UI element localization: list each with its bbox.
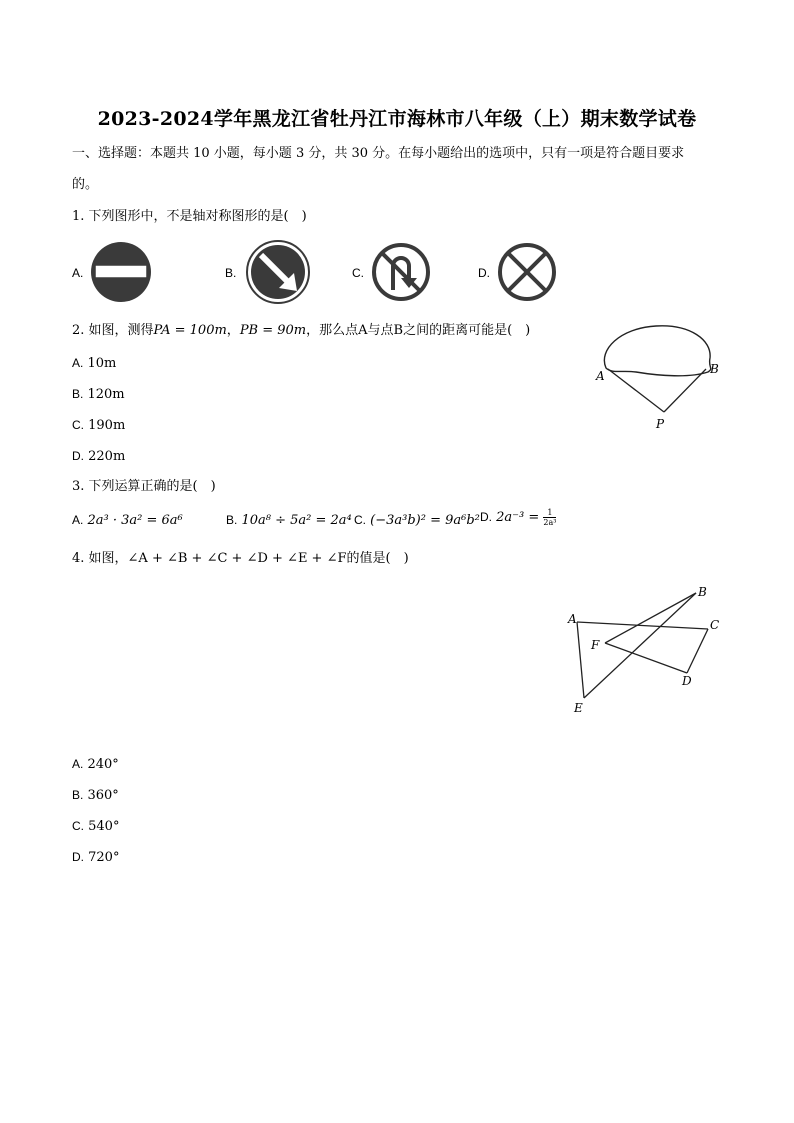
section-instructions-line1: 一、选择题：本题共 10 小题，每小题 3 分，共 30 分。在每小题给出的选项中，只有一项是符合题目要求 <box>72 146 685 161</box>
q3-option-d-fraction: $\frac{1}{\text{2a³}}$ <box>543 508 557 527</box>
q4-label-f: F <box>591 638 600 652</box>
q2-label-p: P <box>656 417 665 431</box>
q4-segment-ae <box>577 622 584 698</box>
q3-option-a: A. 2a³ · 3a² = 6a⁶ <box>72 513 183 528</box>
q3-option-d: D. 2a⁻³ = $\frac{1}{\text{2a³}}$ <box>480 508 557 527</box>
q2-pond-outline <box>604 326 710 376</box>
q3-option-c: C. (−3a³b)² = 9a⁶b² <box>354 513 480 528</box>
question-4-stem: 4. 如图，∠A + ∠B + ∠C + ∠D + ∠E + ∠F的值是( ) <box>72 551 409 566</box>
q4-option-c: C. 540° <box>72 819 120 834</box>
question-1-stem: 1. 下列图形中，不是轴对称图形的是( ) <box>72 209 307 224</box>
q1-option-d-label: D. <box>478 266 490 280</box>
q4-option-b: B. 360° <box>72 788 119 803</box>
no-u-turn-sign-icon <box>371 242 431 302</box>
q2-option-c: C. 190m <box>72 418 126 433</box>
q3-option-b: B. 10a⁸ ÷ 5a² = 2a⁴ <box>226 513 352 528</box>
q1-option-c-label: C. <box>352 266 364 280</box>
q4-label-a: A <box>568 612 577 626</box>
q2-label-b: B <box>710 362 719 376</box>
q1-option-a-label: A. <box>72 266 84 280</box>
q4-label-c: C <box>710 618 720 632</box>
q4-option-a: A. 240° <box>72 757 119 772</box>
q4-segment-be <box>584 593 696 698</box>
q2-option-b: B. 120m <box>72 387 125 402</box>
q4-option-d: D. 720° <box>72 850 120 865</box>
q2-pb-value: PB = 90m <box>239 323 307 338</box>
question-3-stem: 3. 下列运算正确的是( ) <box>72 479 216 494</box>
q2-pond-figure <box>590 322 730 437</box>
q2-pa-value: PA = 100m <box>153 323 227 338</box>
q4-angle-figure <box>560 580 730 720</box>
question-2-stem <box>72 323 530 339</box>
q2-option-a: A. 10m <box>72 356 117 371</box>
q4-segment-cd <box>687 629 708 673</box>
q2-stem-pre: 2. 如图，测得 <box>72 323 154 338</box>
page-title: 2023-2024学年黑龙江省牡丹江市海林市八年级（上）期末数学试卷 <box>97 108 697 130</box>
q4-label-d: D <box>682 674 692 688</box>
circle-x-sign-icon <box>497 242 557 302</box>
q4-label-b: B <box>698 585 707 599</box>
q2-option-d: D. 220m <box>72 449 126 464</box>
diagonal-arrow-sign-icon <box>245 240 311 304</box>
q4-label-e: E <box>574 701 583 715</box>
section-instructions-line2: 的。 <box>72 177 99 192</box>
q1-option-b-label: B. <box>225 266 237 280</box>
q2-separator: ， <box>226 323 240 338</box>
q2-label-a: A <box>596 369 605 383</box>
q2-segment-pa <box>608 369 664 412</box>
no-entry-sign-icon <box>90 241 152 303</box>
q2-stem-post: ，那么点A与点B之间的距离可能是( ) <box>306 323 531 338</box>
q4-segment-fd <box>605 643 687 673</box>
